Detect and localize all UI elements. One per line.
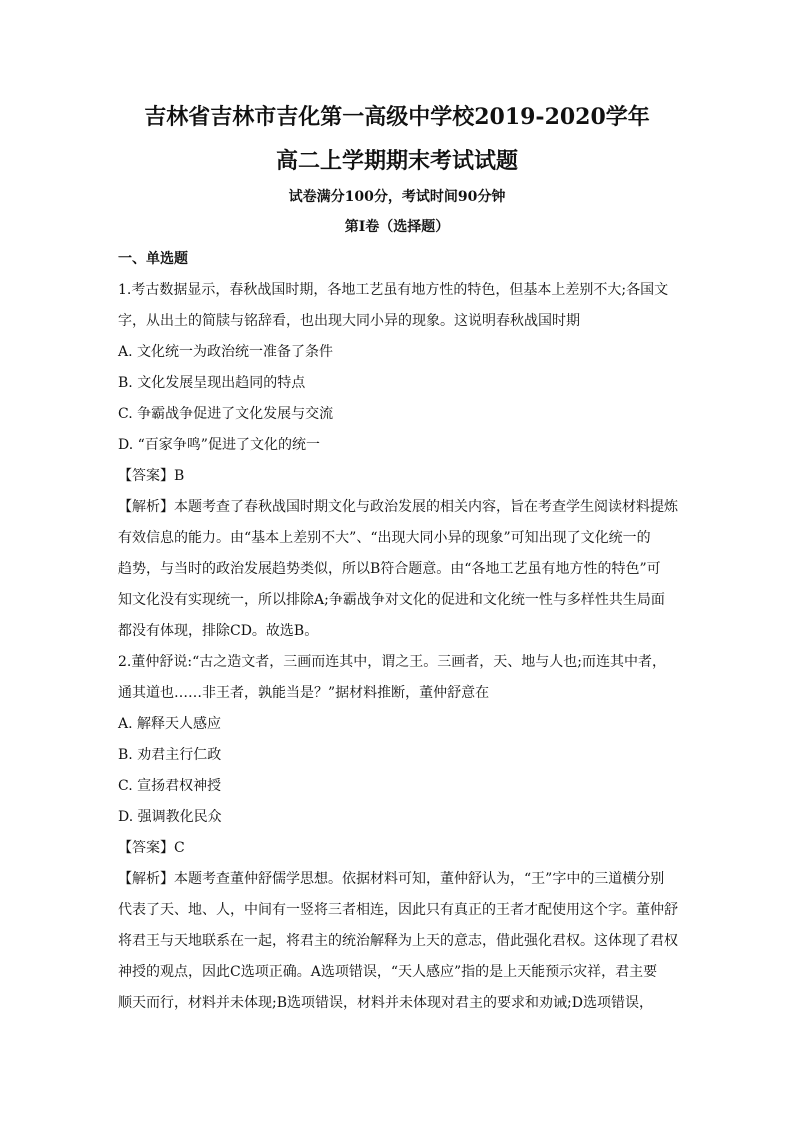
option-d: D. “百家争鸣”促进了文化的统一 [118, 437, 320, 453]
question-stem: 2.董仲舒说:“古之造文者，三画而连其中，谓之王。三画者，天、地与人也;而连其中者， [118, 654, 666, 670]
analysis-line: 有效信息的能力。由“基本上差别不大”、“出现大同小异的现象”可知出现了文化统一的 [118, 530, 651, 546]
option-c: C. 争霸战争促进了文化发展与交流 [118, 406, 334, 422]
question-1 [118, 275, 678, 647]
part-title: 第Ⅰ卷（选择题） [344, 219, 450, 235]
document-title-line1: 吉林省吉林市吉化第一高级中学校2019-2020学年 [144, 104, 650, 130]
document-body [118, 244, 678, 1019]
question-stem: 通其道也……非王者，孰能当是？”据材料推断，董仲舒意在 [118, 685, 490, 701]
analysis-line: 神授的观点，因此C选项正确。A选项错误，“天人感应”指的是上天能预示灾祥，君主要 [118, 964, 658, 980]
option-a: A. 文化统一为政治统一准备了条件 [118, 344, 334, 360]
option-c: C. 宣扬君权神授 [118, 778, 222, 794]
question-stem: 字，从出土的简牍与铭辞看，也出现大同小异的现象。这说明春秋战国时期 [118, 313, 580, 329]
analysis-line: 【解析】本题考查了春秋战国时期文化与政治发展的相关内容，旨在考查学生阅读材料提炼 [118, 499, 678, 515]
analysis-line: 知文化没有实现统一，所以排除A;争霸战争对文化的促进和文化统一性与多样性共生局面 [118, 592, 665, 608]
answer: 【答案】B [118, 468, 185, 484]
option-d: D. 强调教化民众 [118, 809, 222, 825]
document-title-line2: 高二上学期期末考试试题 [275, 148, 518, 174]
analysis-line: 代表了天、地、人，中间有一竖将三者相连，因此只有真正的王者才配使用这个字。董仲舒 [118, 902, 678, 918]
option-b: B. 劝君主行仁政 [118, 747, 222, 763]
analysis-line: 将君王与天地联系在一起，将君主的统治解释为上天的意志，借此强化君权。这体现了君权 [118, 933, 678, 949]
analysis-line: 【解析】本题考查董仲舒儒学思想。依据材料可知，董仲舒认为，“王”字中的三道横分别 [118, 871, 665, 887]
exam-info: 试卷满分100分，考试时间90分钟 [288, 189, 506, 205]
analysis-line: 都没有体现，排除CD。故选B。 [118, 623, 319, 639]
option-b: B. 文化发展呈现出趋同的特点 [118, 375, 306, 391]
question-stem: 1.考古数据显示，春秋战国时期，各地工艺虽有地方性的特色，但基本上差别不大;各国文 [118, 282, 669, 298]
question-2 [118, 647, 678, 1019]
section-heading: 一、单选题 [118, 251, 188, 267]
analysis-line: 趋势，与当时的政治发展趋势类似，所以B符合题意。由“各地工艺虽有地方性的特色”可 [118, 561, 661, 577]
option-a: A. 解释天人感应 [118, 716, 222, 732]
answer: 【答案】C [118, 840, 185, 856]
analysis-line: 顺天而行，材料并未体现;B选项错误，材料并未体现对君主的要求和劝诫;D选项错误， [118, 995, 653, 1011]
